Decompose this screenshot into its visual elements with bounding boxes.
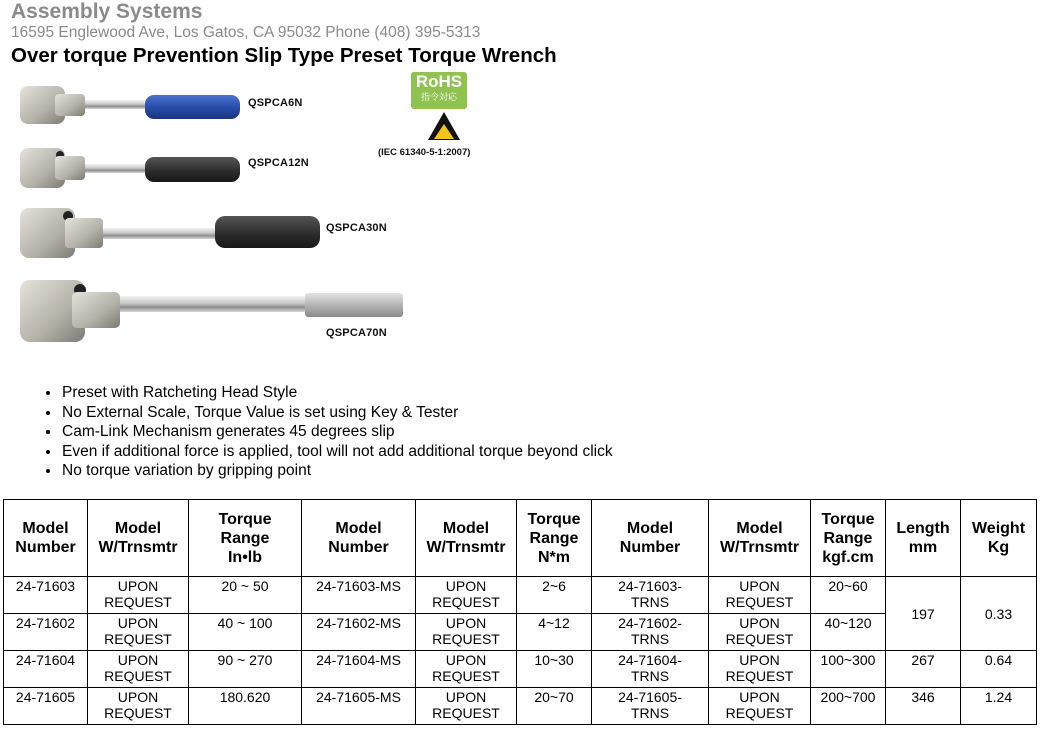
cell-trnsmtr-trns: UPON REQUEST <box>709 614 811 651</box>
iec-standard-label: (IEC 61340-5-1:2007) <box>378 147 471 158</box>
esd-warning-icon-inner <box>434 124 454 139</box>
rohs-badge: RoHS 指令対応 <box>411 72 467 109</box>
cell-nm: 2~6 <box>517 577 592 614</box>
cell-model-trns: 24-71604- TRNS <box>592 651 709 688</box>
cell-model-ms: 24-71603-MS <box>302 577 416 614</box>
cell-model: 24-71605 <box>4 688 88 725</box>
header-torque-kgfcm: Torque Range kgf.cm <box>811 500 886 577</box>
cell-model-trns: 24-71603- TRNS <box>592 577 709 614</box>
company-address: 16595 Englewood Ave, Los Gatos, CA 95032 Phone (408) 395-5313 <box>11 24 481 41</box>
cell-trnsmtr-ms: UPON REQUEST <box>416 688 517 725</box>
cell-trnsmtr: UPON REQUEST <box>88 577 189 614</box>
table-row <box>4 614 1037 651</box>
feature-item: • No torque variation by gripping point <box>61 461 613 481</box>
spec-table <box>3 499 1037 725</box>
feature-item: • Preset with Ratcheting Head Style <box>61 383 613 403</box>
cell-model-ms: 24-71602-MS <box>302 614 416 651</box>
wrench-label-qspca6n: QSPCA6N <box>248 97 303 109</box>
header-weight: Weight Kg <box>961 500 1037 577</box>
cell-trnsmtr-ms: UPON REQUEST <box>416 614 517 651</box>
page-title: Over torque Prevention Slip Type Preset Torque Wrench <box>11 44 557 67</box>
feature-list <box>36 383 613 481</box>
header-model-number: Model Number <box>4 500 88 577</box>
wrench-qspca6n <box>20 86 240 124</box>
cell-model: 24-71603 <box>4 577 88 614</box>
table-row <box>4 577 1037 614</box>
cell-inlb: 180.620 <box>189 688 302 725</box>
header-model-number-ms: Model Number <box>302 500 416 577</box>
header-length: Length mm <box>886 500 961 577</box>
cell-kgfcm: 200~700 <box>811 688 886 725</box>
cell-trnsmtr-trns: UPON REQUEST <box>709 688 811 725</box>
cell-trnsmtr-ms: UPON REQUEST <box>416 651 517 688</box>
cell-inlb: 20 ~ 50 <box>189 577 302 614</box>
cell-trnsmtr: UPON REQUEST <box>88 614 189 651</box>
table-row <box>4 651 1037 688</box>
cell-trnsmtr-ms: UPON REQUEST <box>416 577 517 614</box>
table-row <box>4 688 1037 725</box>
header-model-trnsmtr-trns: Model W/Trnsmtr <box>709 500 811 577</box>
cell-model-trns: 24-71602- TRNS <box>592 614 709 651</box>
cell-trnsmtr: UPON REQUEST <box>88 688 189 725</box>
cell-inlb: 40 ~ 100 <box>189 614 302 651</box>
cell-trnsmtr-trns: UPON REQUEST <box>709 651 811 688</box>
cell-model-ms: 24-71604-MS <box>302 651 416 688</box>
feature-item: • No External Scale, Torque Value is set using Key & Tester <box>61 403 613 423</box>
cell-weight: 0.64 <box>961 651 1037 688</box>
header-model-trnsmtr-ms: Model W/Trnsmtr <box>416 500 517 577</box>
cell-model: 24-71604 <box>4 651 88 688</box>
cell-inlb: 90 ~ 270 <box>189 651 302 688</box>
wrench-qspca30n <box>20 208 320 258</box>
cell-weight: 1.24 <box>961 688 1037 725</box>
wrench-label-qspca12n: QSPCA12N <box>248 157 309 169</box>
wrench-label-qspca30n: QSPCA30N <box>326 222 387 234</box>
table-header-row <box>4 500 1037 577</box>
header-model-number-trns: Model Number <box>592 500 709 577</box>
header-torque-inlb: Torque Range In•lb <box>189 500 302 577</box>
cell-model-ms: 24-71605-MS <box>302 688 416 725</box>
cell-nm: 4~12 <box>517 614 592 651</box>
cell-kgfcm: 20~60 <box>811 577 886 614</box>
cell-trnsmtr-trns: UPON REQUEST <box>709 577 811 614</box>
cell-kgfcm: 40~120 <box>811 614 886 651</box>
cell-trnsmtr: UPON REQUEST <box>88 651 189 688</box>
cell-model-trns: 24-71605- TRNS <box>592 688 709 725</box>
wrench-label-qspca70n: QSPCA70N <box>326 327 387 339</box>
header-model-trnsmtr: Model W/Trnsmtr <box>88 500 189 577</box>
cell-length: 346 <box>886 688 961 725</box>
feature-item: • Even if additional force is applied, tool will not add additional torque beyond click <box>61 442 613 462</box>
cell-length: 267 <box>886 651 961 688</box>
cell-model: 24-71602 <box>4 614 88 651</box>
company-name: Assembly Systems <box>11 0 203 23</box>
compliance-badges <box>378 72 488 162</box>
feature-item: • Cam-Link Mechanism generates 45 degrees slip <box>61 422 613 442</box>
cell-kgfcm: 100~300 <box>811 651 886 688</box>
cell-weight: 0.33 <box>961 577 1037 651</box>
cell-length: 197 <box>886 577 961 651</box>
cell-nm: 20~70 <box>517 688 592 725</box>
wrench-qspca12n <box>20 148 240 188</box>
header-torque-nm: Torque Range N*m <box>517 500 592 577</box>
cell-nm: 10~30 <box>517 651 592 688</box>
